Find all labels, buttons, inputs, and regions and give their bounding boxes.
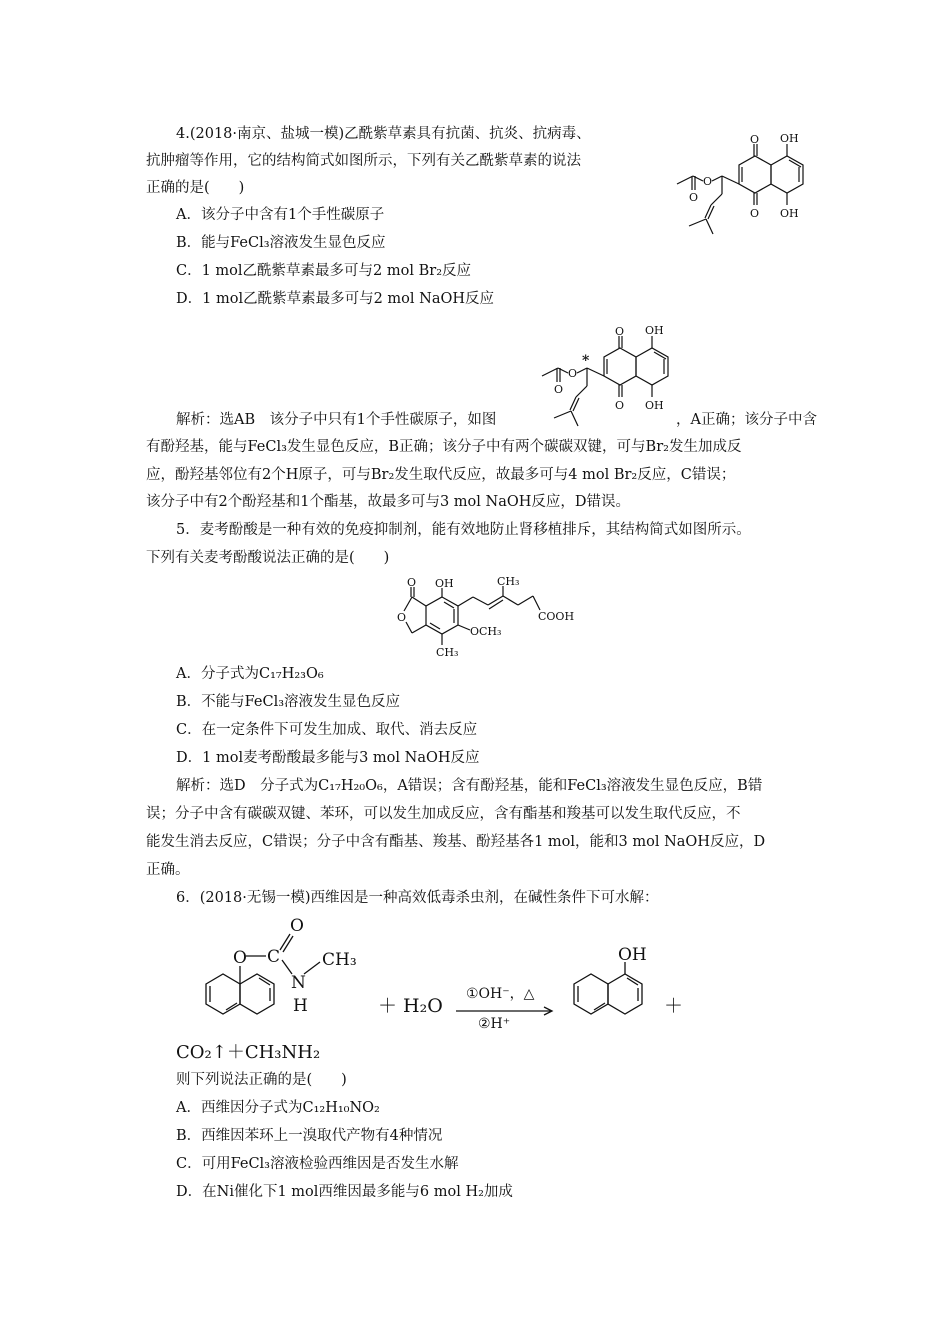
q5-ch3-bottom-label: CH₃ xyxy=(436,646,459,659)
q6-option-d: D．在Ni催化下1 mol西维因最多能与6 mol H₂加成 xyxy=(176,1184,513,1200)
q4-explanation-line4: 该分子中有2个酚羟基和1个酯基，故最多可与3 mol NaOH反应，D错误。 xyxy=(146,494,630,510)
q6-plus-sign: ＋ xyxy=(664,995,684,1017)
q4-o-top-label: O xyxy=(750,133,760,146)
q4-stem-line2: 抗肿瘤等作用，它的结构简式如图所示，下列有关乙酰紫草素的说法 xyxy=(146,153,581,169)
q6-ester-o-label: O xyxy=(233,948,247,968)
q4-stem-line1: 4.(2018·南京、盐城一模)乙酰紫草素具有抗菌、抗炎、抗病毒、 xyxy=(176,126,591,142)
mycophenolic-acid-structure xyxy=(372,575,582,660)
q5-stem-line2: 下列有关麦考酚酸说法正确的是( ) xyxy=(146,550,390,566)
q4-exp-o-top-label: O xyxy=(615,325,625,338)
q4-acyl-o-label: O xyxy=(689,191,699,204)
q5-stem-line1: 5．麦考酚酸是一种有效的免疫抑制剂，能有效地防止肾移植排斥，其结构简式如图所示。 xyxy=(176,522,751,538)
q4-exp-ester-o-label: O xyxy=(568,367,578,380)
q6-plus-water: ＋ H₂O xyxy=(378,995,443,1017)
q6-stem-line1: 6．(2018·无锡一模)西维因是一种高效低毒杀虫剂，在碱性条件下可水解： xyxy=(176,890,659,906)
q6-condition-1: ①OH⁻，△ xyxy=(466,986,535,1002)
q5-explanation-line4: 正确。 xyxy=(146,862,190,878)
q6-byproducts: CO₂↑＋CH₃NH₂ xyxy=(176,1042,321,1063)
q4-explanation-line2: 有酚羟基，能与FeCl₃发生显色反应，B正确；该分子中有两个碳碳双键，可与Br₂发生加成反 xyxy=(146,439,742,455)
q5-oh-label: OH xyxy=(435,577,454,590)
q4-option-c: C．1 mol乙酰紫草素最多可与2 mol Br₂反应 xyxy=(176,263,472,279)
q6-n-label: N xyxy=(291,973,306,993)
q4-oh-bottom-label: OH xyxy=(780,207,799,220)
q6-option-a: A．西维因分子式为C₁₂H₁₀NO₂ xyxy=(176,1100,380,1116)
q5-option-d: D．1 mol麦考酚酸最多能与3 mol NaOH反应 xyxy=(176,750,480,766)
q6-stem-line2: 则下列说法正确的是( ) xyxy=(176,1072,347,1088)
q5-option-b: B．不能与FeCl₃溶液发生显色反应 xyxy=(176,694,401,710)
q4-oh-top-label: OH xyxy=(780,132,799,145)
q4-exp-o-bottom-label: O xyxy=(615,399,625,412)
q6-nh-h-label: H xyxy=(293,996,308,1016)
q5-option-c: C．在一定条件下可发生加成、取代、消去反应 xyxy=(176,722,478,738)
acetylshikonin-structure xyxy=(665,122,815,242)
q4-explanation-line1a: 解析：选AB 该分子中只有1个手性碳原子，如图 xyxy=(176,412,497,428)
q5-option-a: A．分子式为C₁₇H₂₃O₆ xyxy=(176,666,324,682)
q4-option-b: B．能与FeCl₃溶液发生显色反应 xyxy=(176,235,386,251)
q6-carbonyl-o-label: O xyxy=(290,916,304,936)
naphthol-structure xyxy=(566,944,676,1034)
q5-och3-label: OCH₃ xyxy=(470,625,502,638)
chiral-carbon-star: * xyxy=(582,353,590,369)
q5-cooh-label: COOH xyxy=(538,610,575,623)
q4-explanation-line3: 应，酚羟基邻位有2个H原子，可与Br₂发生取代反应，故最多可与4 mol Br₂反应，C错误； xyxy=(146,467,736,483)
q6-carbonyl-c-label: C xyxy=(267,947,281,967)
q6-condition-2: ②H⁺ xyxy=(478,1016,511,1032)
q6-naphthol-oh-label: OH xyxy=(618,945,647,965)
q5-explanation-line2: 误；分子中含有碳碳双键、苯环，可以发生加成反应，含有酯基和羧基可以发生取代反应，不 xyxy=(146,806,741,822)
q4-explanation-line1b: ，A正确；该分子中含 xyxy=(676,412,817,428)
q4-exp-acyl-o-label: O xyxy=(554,383,564,396)
q5-ring-o-label: O xyxy=(397,611,407,624)
acetylshikonin-structure-starred xyxy=(530,314,680,434)
q4-option-a: A．该分子中含有1个手性碳原子 xyxy=(176,207,385,223)
q5-ch3-top-label: CH₃ xyxy=(497,575,520,588)
q4-exp-oh-bottom-label: OH xyxy=(645,399,664,412)
carbaryl-structure xyxy=(176,912,376,1037)
q4-o-bottom-label: O xyxy=(750,207,760,220)
q5-explanation-line3: 能发生消去反应，C错误；分子中含有酯基、羧基、酚羟基各1 mol，能和3 mol NaOH反应，D xyxy=(146,834,766,850)
q4-exp-oh-top-label: OH xyxy=(645,324,664,337)
q6-ch3-label: CH₃ xyxy=(322,950,357,970)
q5-explanation-line1: 解析：选D 分子式为C₁₇H₂₀O₆，A错误；含有酚羟基，能和FeCl₃溶液发生显色反应，B错 xyxy=(176,778,763,794)
q5-lactone-o-label: O xyxy=(407,576,417,589)
q4-stem-line3: 正确的是( ) xyxy=(146,180,245,196)
q4-option-d: D．1 mol乙酰紫草素最多可与2 mol NaOH反应 xyxy=(176,291,495,307)
q4-ester-o-label: O xyxy=(703,175,713,188)
q6-option-b: B．西维因苯环上一溴取代产物有4种情况 xyxy=(176,1128,443,1144)
q6-option-c: C．可用FeCl₃溶液检验西维因是否发生水解 xyxy=(176,1156,459,1172)
